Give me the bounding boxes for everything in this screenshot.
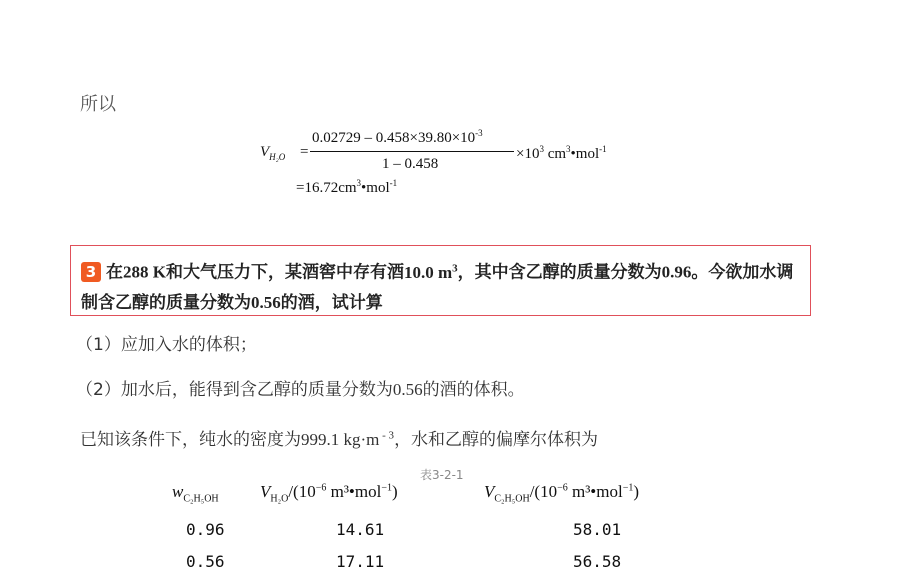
cut-off-text: 所以 [80,94,116,115]
fraction-bar [310,151,514,152]
table-cell: 0.96 [186,520,225,539]
question-1: （1）应加入水的体积； [76,335,257,355]
table-header-water-volume: $V_{H_2O}/(10^{-6}$ m³•mol$^{-1}$) [260,482,398,505]
formula-denominator: 1 – 0.458 [382,156,439,172]
formula-equals: = [300,144,309,160]
table-header-mass-fraction: $w_{C_2H_5OH}$ [172,482,219,505]
table-cell: 58.01 [573,520,622,539]
formula-result: $=16.72cm^3•mol^{-1}$ [296,178,398,196]
formula-lhs: $V_{H_2O}$ [260,144,286,162]
problem-text: 在 [106,262,123,283]
problem-statement-box: 3 在288 K和大气压力下，某酒窖中存有酒10.0 $m^3$，其中含乙醇的质量分数为0.96。今欲加水调制含乙醇的质量分数为0.56的酒，试计算 [70,245,811,316]
question-2: （2）加水后，能得到含乙醇的质量分数为0.56的酒的体积。 [76,380,525,400]
formula-block [260,128,680,208]
formula-unit: $\times 10^3$ $cm^3•mol^{-1}$ [516,144,607,162]
table-caption: 表3-2-1 [420,468,464,482]
table-cell: 14.61 [336,520,385,539]
known-conditions: 已知该条件下，纯水的密度为999.1 kg·m $^{- 3}$，水和乙醇的偏摩尔体积为 [80,429,599,450]
table-cell: 0.56 [186,552,225,571]
table-cell: 56.58 [573,552,622,571]
problem-number-badge: 3 [81,262,101,282]
table-cell: 17.11 [336,552,385,571]
formula-numerator: $0.02729 - 0.458\times 39.80\times 10^{-3}$ [312,128,483,146]
table-header-ethanol-volume: $V_{C_2H_5OH}/(10^{-6}$ m³•mol$^{-1}$) [484,482,640,505]
